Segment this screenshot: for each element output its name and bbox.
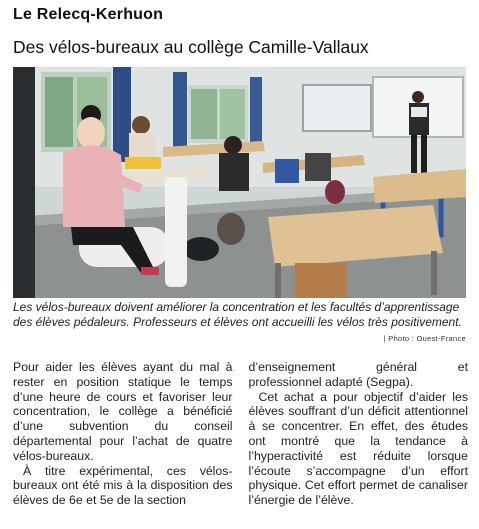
- article-paragraph: d’enseignement général et professionnel adapté (Segpa).: [248, 360, 468, 389]
- article-column-1: [13, 360, 233, 508]
- photo-credit: | Photo : Ouest-France: [383, 334, 466, 343]
- article-body: [13, 360, 468, 508]
- article-paragraph: Pour aider les élèves ayant du mal à rester en position statique le temps d’une heure de cours et favoriser leur concentration, le collège a bénéficié d’une subvention du conseil départemental pour l’achat de quatre vélos-bureaux.: [13, 360, 233, 463]
- photo-caption: Les vélos-bureaux doivent améliorer la concentration et les facultés d’apprentissage des élèves pédaleurs. Professeurs et élèves ont accueilli les vélos très positivement.: [13, 300, 462, 329]
- article-photo: [13, 67, 466, 298]
- article-headline: Des vélos-bureaux au collège Camille-Vallaux: [13, 37, 369, 57]
- article-column-2: [249, 360, 469, 508]
- article-paragraph: Cet achat a pour objectif d’aider les élèves souffrant d’un déficit attentionnel à se concentrer. En effet, des études ont montré que la tendance à l’hyperactivité est réduite lorsque l’écoute s’accompagne d’un effort physique. Cet effort permet de canaliser l’énergie de l’élève.: [248, 389, 468, 508]
- location-kicker: Le Relecq-Kerhuon: [13, 6, 164, 23]
- article-paragraph: À titre expérimental, ces vélos-bureaux ont été mis à la disposition des élèves de 6e et 5e de la section: [13, 463, 233, 508]
- classroom-photo-illustration: [13, 67, 466, 298]
